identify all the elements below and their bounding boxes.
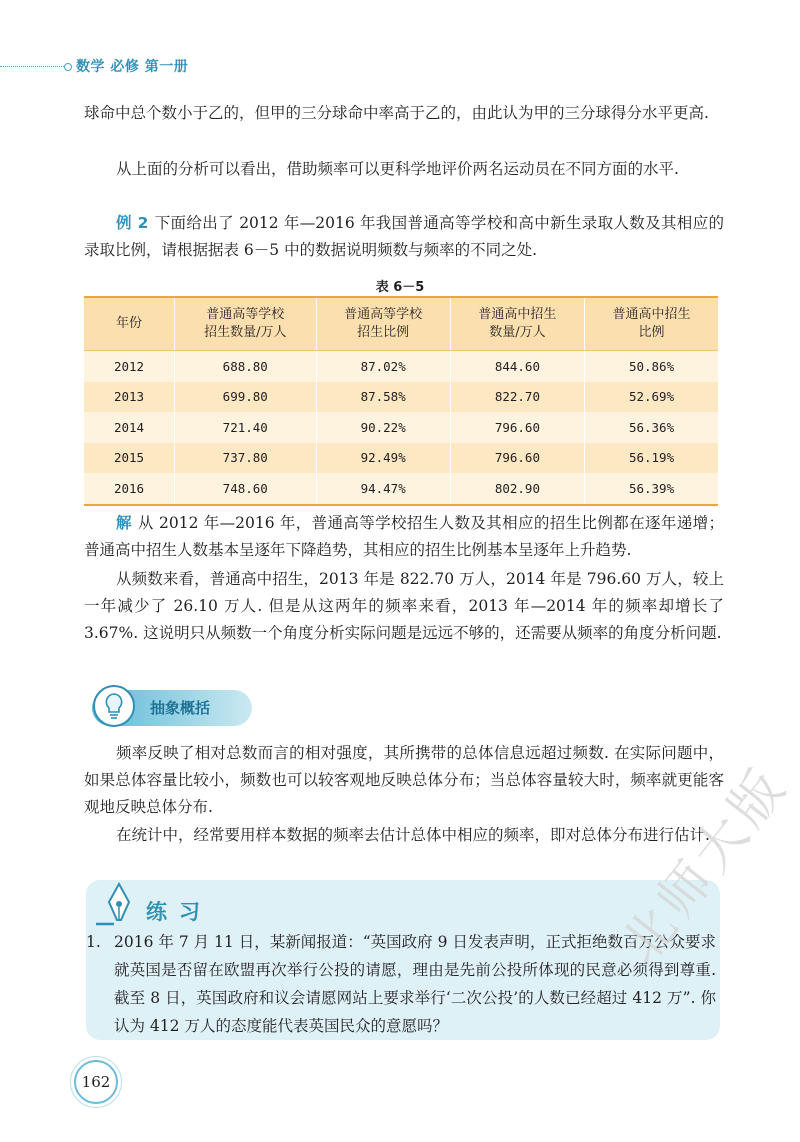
table-cell: 699.80 — [175, 382, 317, 413]
table-cell: 52.69% — [585, 382, 718, 413]
table-header-line: 数量/万人 — [489, 325, 546, 340]
table-cell: 802.90 — [450, 473, 584, 505]
exercise-number: 1. — [86, 933, 101, 951]
table-cell: 688.80 — [175, 351, 317, 382]
table-header-row — [84, 297, 718, 351]
table-header-cell — [450, 297, 584, 351]
table-cell: 56.36% — [585, 412, 718, 443]
table-header-line: 年份 — [115, 316, 142, 331]
paragraph-continuation: 球命中总个数小于乙的，但甲的三分球命中率高于乙的，由此认为甲的三分球得分水平更高. — [84, 104, 709, 122]
header-dot — [64, 63, 72, 71]
table-cell: 2016 — [84, 473, 175, 505]
lightbulb-icon — [92, 684, 136, 728]
data-table — [84, 296, 718, 506]
publisher-watermark: 北师大版 — [610, 755, 800, 975]
table-cell: 87.58% — [316, 382, 450, 413]
table-cell: 844.60 — [450, 351, 584, 382]
exercise-text: 2016 年 7 月 11 日，某新闻报道：“英国政府 9 日发表声明，正式拒绝数百万公众要求就英国是否留在欧盟再次举行公投的请愿，理由是先前公投所体现的民意必须得到尊重. 截至 8 日，英国政府和议会请愿网站上要求举行‘二次公投’的人数已经超过 412 万”. 你认为 412 万人的态度能代表英国民众的意愿吗？ — [114, 933, 716, 1035]
table-row — [84, 351, 718, 382]
table-cell: 2015 — [84, 443, 175, 474]
abstract-summary-label: 抽象概括 — [150, 699, 211, 717]
table-cell: 721.40 — [175, 412, 317, 443]
table-cell: 56.19% — [585, 443, 718, 474]
book-title: 数学 必修 第一册 — [76, 59, 189, 75]
table-header-line: 普通高等学校 — [206, 307, 285, 322]
table-header-cell — [316, 297, 450, 351]
table-row — [84, 473, 718, 505]
table-header-line: 比例 — [638, 325, 665, 340]
example-paragraph — [84, 210, 724, 264]
example-text: 下面给出了 2012 年—2016 年我国普通高等学校和高中新生录取人数及其相应的录取比例，请根据据表 6－5 中的数据说明频数与频率的不同之处. — [84, 214, 724, 259]
table-cell: 2012 — [84, 351, 175, 382]
table-cell: 822.70 — [450, 382, 584, 413]
header-rule — [0, 66, 66, 67]
table-cell: 2013 — [84, 382, 175, 413]
paragraph-summary: 频率反映了相对总数而言的相对强度，其所携带的总体信息远超过频数. 在实际问题中，如果总体容量比较小，频数也可以较客观地反映总体分布；当总体容量较大时，频率就更能客观地反映总体分布. — [84, 744, 724, 816]
table-title: 表 6－5 — [375, 280, 425, 295]
table-header-line: 普通高等学校 — [344, 307, 423, 322]
table-cell: 796.60 — [450, 443, 584, 474]
table-header-cell — [175, 297, 317, 351]
table-row — [84, 443, 718, 474]
table-cell: 50.86% — [585, 351, 718, 382]
table-header-line: 招生数量/万人 — [204, 325, 287, 340]
table-cell: 2014 — [84, 412, 175, 443]
table-cell: 87.02% — [316, 351, 450, 382]
pen-nib-icon — [94, 882, 144, 928]
table-header-line: 普通高中招生 — [612, 307, 691, 322]
table-cell: 92.49% — [316, 443, 450, 474]
paragraph-frequency: 从频数来看，普通高中招生，2013 年是 822.70 万人，2014 年是 796.60 万人，较上一年减少了 26.10 万人. 但是从这两年的频率来看，2013 年—2014 年的频率却增长了 3.67%. 这说明只从频数一个角度分析实际问题是远远不够的，还需要从频率的角度分析问题. — [84, 570, 724, 642]
table-cell: 56.39% — [585, 473, 718, 505]
table-cell: 90.22% — [316, 412, 450, 443]
table-header-cell — [585, 297, 718, 351]
solution-paragraph — [84, 510, 724, 564]
table-row — [84, 412, 718, 443]
page-number: 162 — [74, 1060, 118, 1104]
paragraph-analysis: 从上面的分析可以看出，借助频率可以更科学地评价两名运动员在不同方面的水平. — [116, 160, 679, 178]
solution-label: 解 — [116, 514, 132, 532]
solution-text: 从 2012 年—2016 年，普通高等学校招生人数及其相应的招生比例都在逐年递增；普通高中招生人数基本呈逐年下降趋势，其相应的招生比例基本呈逐年上升趋势. — [84, 514, 724, 559]
paragraph-estimation: 在统计中，经常要用样本数据的频率去估计总体中相应的频率，即对总体分布进行估计. — [116, 826, 710, 844]
table-cell: 796.60 — [450, 412, 584, 443]
table-header-line: 普通高中招生 — [478, 307, 557, 322]
example-label: 例 2 — [116, 214, 149, 232]
table-cell: 748.60 — [175, 473, 317, 505]
exercise-title: 练习 — [146, 900, 212, 924]
table-header-line: 招生比例 — [357, 325, 410, 340]
table-row — [84, 382, 718, 413]
table-cell: 94.47% — [316, 473, 450, 505]
table-header-cell — [84, 297, 175, 351]
table-cell: 737.80 — [175, 443, 317, 474]
